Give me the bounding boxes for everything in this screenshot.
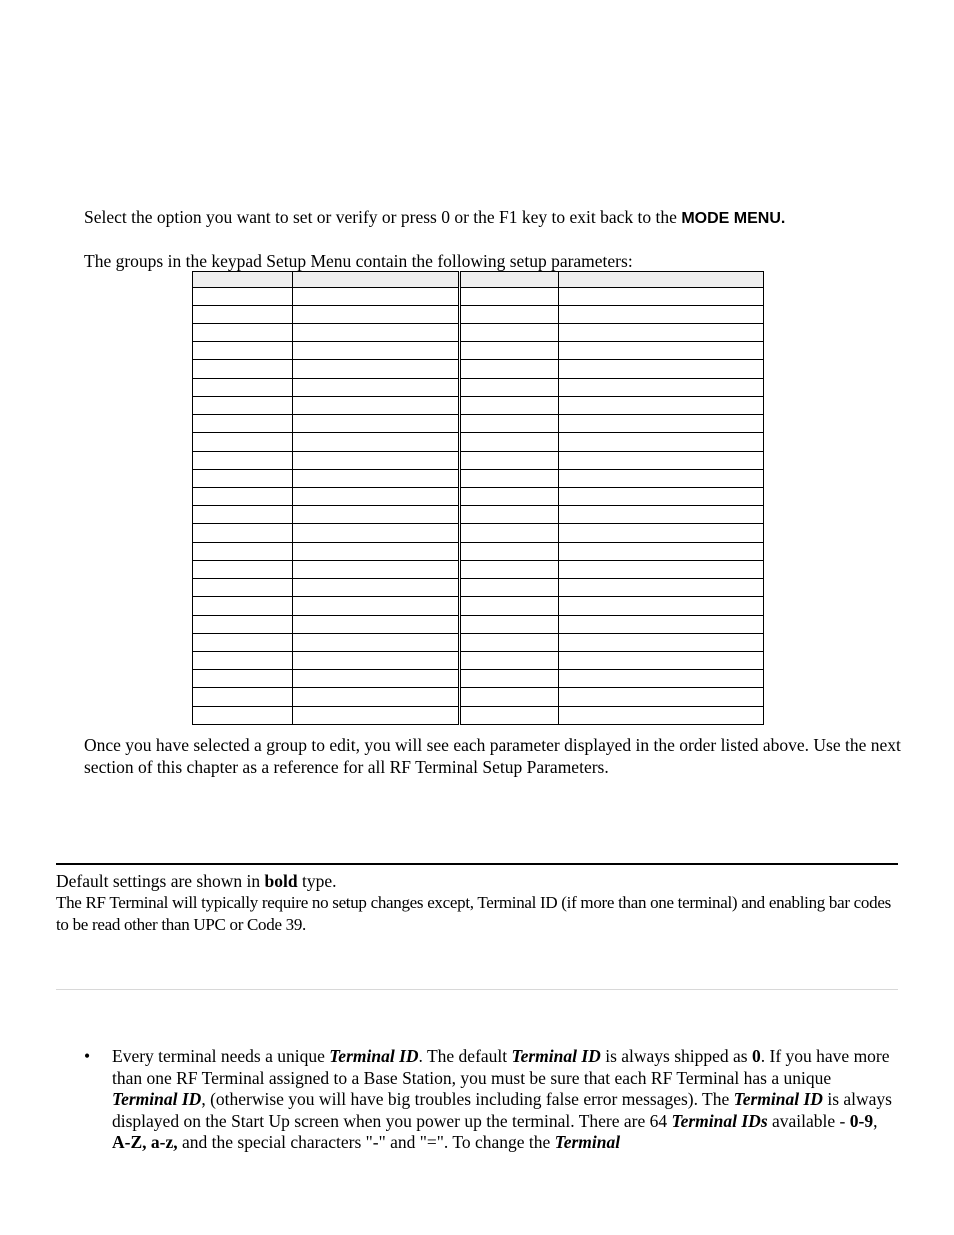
table-cell bbox=[293, 488, 460, 506]
bullet-text-part: . If you have more than one RF Terminal assigned to a Base Station, you must be sure that each RF Terminal has a unique bbox=[112, 1046, 890, 1088]
table-cell bbox=[193, 287, 293, 305]
table-cell bbox=[193, 560, 293, 578]
table-cell bbox=[559, 378, 764, 396]
defaults-note-bold: bold bbox=[264, 871, 298, 891]
table-cell bbox=[293, 342, 460, 360]
table-cell bbox=[559, 633, 764, 651]
table-cell bbox=[193, 542, 293, 560]
id-range-digits: 0-9 bbox=[849, 1110, 874, 1131]
table-row bbox=[193, 579, 764, 597]
table-row bbox=[193, 360, 764, 378]
table-row bbox=[193, 324, 764, 342]
table-cell bbox=[193, 524, 293, 542]
table-cell bbox=[559, 670, 764, 688]
table-cell bbox=[460, 415, 559, 433]
table-cell bbox=[559, 579, 764, 597]
table-row bbox=[193, 287, 764, 305]
table-cell bbox=[460, 597, 559, 615]
table-cell bbox=[559, 342, 764, 360]
table-cell bbox=[559, 542, 764, 560]
bullet-text-part: available - bbox=[767, 1110, 850, 1131]
table-cell bbox=[293, 579, 460, 597]
table-cell bbox=[193, 670, 293, 688]
table-cell bbox=[293, 305, 460, 323]
table-cell bbox=[193, 305, 293, 323]
table-cell bbox=[460, 378, 559, 396]
terminal-id-term: Terminal ID bbox=[112, 1089, 202, 1110]
table-cell bbox=[293, 506, 460, 524]
table-row bbox=[193, 633, 764, 651]
table-cell bbox=[460, 560, 559, 578]
bullet-marker: • bbox=[84, 1046, 91, 1066]
bullet-text bbox=[112, 1046, 898, 1154]
table-cell bbox=[293, 469, 460, 487]
table-cell bbox=[460, 524, 559, 542]
table-cell bbox=[193, 651, 293, 669]
table-cell bbox=[193, 324, 293, 342]
table-row bbox=[193, 415, 764, 433]
table-row bbox=[193, 651, 764, 669]
table-cell bbox=[293, 542, 460, 560]
table-cell bbox=[559, 415, 764, 433]
table-cell bbox=[293, 396, 460, 414]
table-cell bbox=[193, 597, 293, 615]
table-cell bbox=[559, 651, 764, 669]
bullet-text-part: is always shipped as bbox=[600, 1046, 752, 1066]
table-cell bbox=[559, 433, 764, 451]
table-row bbox=[193, 560, 764, 578]
table-cell bbox=[559, 451, 764, 469]
defaults-note-text: Default settings are shown in bbox=[56, 871, 265, 891]
table-cell bbox=[193, 451, 293, 469]
table-cell bbox=[460, 542, 559, 560]
table-cell bbox=[293, 651, 460, 669]
defaults-note-suffix: type. bbox=[297, 871, 337, 891]
table-cell bbox=[559, 506, 764, 524]
table-row bbox=[193, 469, 764, 487]
intro-paragraph bbox=[84, 207, 904, 230]
table-row bbox=[193, 706, 764, 724]
table-cell bbox=[293, 433, 460, 451]
table-row bbox=[193, 670, 764, 688]
table-cell bbox=[293, 272, 460, 288]
typical-setup-note: The RF Terminal will typically require no setup changes except, Terminal ID (if more than one terminal) and enabling bar codes to be read other than UPC or Code 39. bbox=[56, 893, 891, 934]
table-cell bbox=[559, 324, 764, 342]
table-cell bbox=[460, 688, 559, 706]
table-row bbox=[193, 342, 764, 360]
table-cell bbox=[460, 360, 559, 378]
table-cell bbox=[559, 488, 764, 506]
table-cell bbox=[193, 579, 293, 597]
table-cell bbox=[293, 597, 460, 615]
table-cell bbox=[460, 651, 559, 669]
table-cell bbox=[460, 287, 559, 305]
table-row bbox=[193, 396, 764, 414]
terminal-id-term: Terminal ID bbox=[511, 1046, 601, 1066]
table-cell bbox=[460, 706, 559, 724]
table-cell bbox=[460, 488, 559, 506]
table-cell bbox=[193, 378, 293, 396]
terminal-id-term: Terminal ID bbox=[733, 1089, 823, 1110]
intro-text: Select the option you want to set or verify or press 0 or the F1 key to exit back to the bbox=[84, 207, 682, 227]
table-cell bbox=[559, 524, 764, 542]
table-row bbox=[193, 488, 764, 506]
table-cell bbox=[193, 506, 293, 524]
table-cell bbox=[193, 469, 293, 487]
table-cell bbox=[559, 272, 764, 288]
light-divider bbox=[56, 989, 898, 990]
bullet-text-part: , bbox=[873, 1110, 878, 1131]
bullet-text-part: , (otherwise you will have big troubles including false error messages). The bbox=[201, 1089, 734, 1110]
table-cell bbox=[293, 360, 460, 378]
bullet-text-part: is always displayed on the Start Up screen when you power up the terminal. There are 64 bbox=[112, 1089, 892, 1131]
table-cell bbox=[559, 615, 764, 633]
table-cell bbox=[460, 506, 559, 524]
table-cell bbox=[460, 305, 559, 323]
table-cell bbox=[293, 287, 460, 305]
table-cell bbox=[559, 305, 764, 323]
table-cell bbox=[460, 579, 559, 597]
table-cell bbox=[293, 670, 460, 688]
table-row bbox=[193, 542, 764, 560]
table-cell bbox=[193, 633, 293, 651]
table-cell bbox=[193, 433, 293, 451]
table-row bbox=[193, 524, 764, 542]
table-row bbox=[193, 433, 764, 451]
table-cell bbox=[460, 670, 559, 688]
table-cell bbox=[293, 688, 460, 706]
after-table-paragraph: Once you have selected a group to edit, you will see each parameter displayed in the order listed above. Use the next section of this chapter as a reference for all RF Terminal Setup Parameters. bbox=[84, 735, 901, 777]
table-row bbox=[193, 378, 764, 396]
table-row bbox=[193, 305, 764, 323]
table-cell bbox=[293, 633, 460, 651]
terminal-id-bullet bbox=[84, 1046, 898, 1154]
groups-intro-paragraph: The groups in the keypad Setup Menu contain the following setup parameters: bbox=[84, 251, 633, 271]
table-row bbox=[193, 506, 764, 524]
table-cell bbox=[293, 451, 460, 469]
default-id-value: 0 bbox=[752, 1046, 761, 1066]
table-cell bbox=[193, 272, 293, 288]
section-divider bbox=[56, 863, 898, 865]
terminal-id-term: Terminal ID bbox=[329, 1046, 419, 1066]
table-cell bbox=[293, 560, 460, 578]
table-cell bbox=[559, 597, 764, 615]
table-cell bbox=[460, 633, 559, 651]
table-cell bbox=[293, 324, 460, 342]
table-cell bbox=[559, 706, 764, 724]
table-row bbox=[193, 451, 764, 469]
terminal-term: Terminal bbox=[554, 1132, 621, 1153]
table-cell bbox=[293, 706, 460, 724]
id-range-letters: A-Z, a-z, bbox=[112, 1132, 178, 1153]
table-cell bbox=[460, 342, 559, 360]
table-cell bbox=[193, 688, 293, 706]
table-cell bbox=[460, 272, 559, 288]
terminal-ids-term: Terminal IDs bbox=[671, 1110, 768, 1131]
table-row bbox=[193, 688, 764, 706]
table-cell bbox=[460, 433, 559, 451]
defaults-note bbox=[56, 871, 898, 892]
table-cell bbox=[193, 706, 293, 724]
table-cell bbox=[559, 469, 764, 487]
table-row bbox=[193, 615, 764, 633]
table-cell bbox=[559, 560, 764, 578]
bullet-text-part: Every terminal needs a unique bbox=[112, 1046, 330, 1066]
table-cell bbox=[460, 396, 559, 414]
table-cell bbox=[559, 396, 764, 414]
table-cell bbox=[193, 488, 293, 506]
table-cell bbox=[460, 469, 559, 487]
table-row bbox=[193, 597, 764, 615]
setup-parameters-table bbox=[192, 271, 764, 725]
table-cell bbox=[293, 415, 460, 433]
table-cell bbox=[193, 360, 293, 378]
mode-menu-label: MODE MENU. bbox=[681, 210, 786, 227]
table-cell bbox=[559, 688, 764, 706]
table-cell bbox=[559, 360, 764, 378]
table-cell bbox=[293, 524, 460, 542]
table-header-row bbox=[193, 272, 764, 288]
table-cell bbox=[193, 415, 293, 433]
table-cell bbox=[293, 615, 460, 633]
bullet-text-part: and the special characters "-" and "=". To change the bbox=[177, 1132, 555, 1153]
table-cell bbox=[193, 615, 293, 633]
table-cell bbox=[559, 287, 764, 305]
table-cell bbox=[460, 451, 559, 469]
table-cell bbox=[460, 615, 559, 633]
table-cell bbox=[193, 396, 293, 414]
table-cell bbox=[193, 342, 293, 360]
table-cell bbox=[460, 324, 559, 342]
table-cell bbox=[293, 378, 460, 396]
bullet-text-part: . The default bbox=[418, 1046, 512, 1066]
